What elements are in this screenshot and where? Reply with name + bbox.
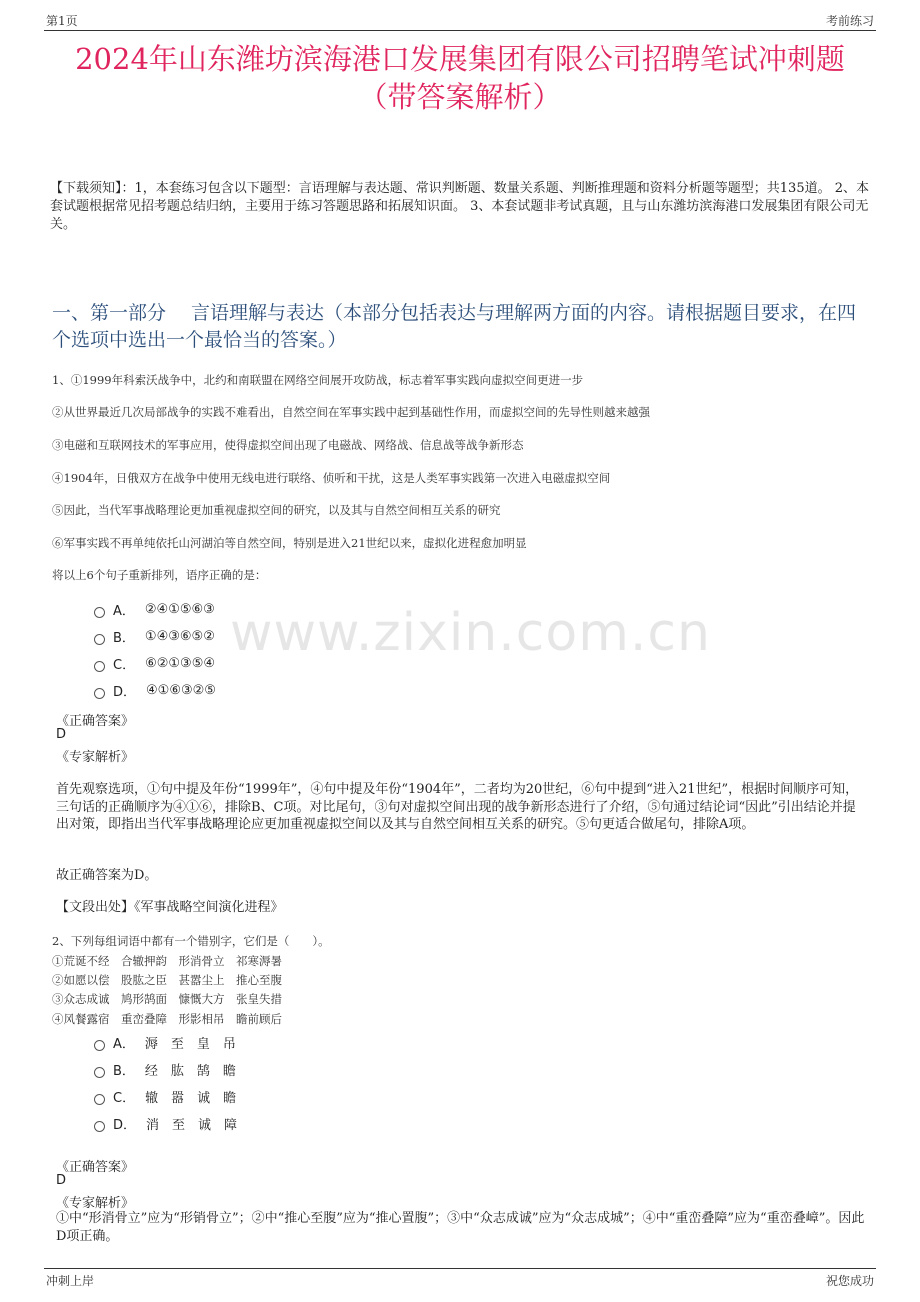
q1-answer-label: 《正确答案》 — [56, 714, 135, 729]
q1-sentence-1: 1、①1999年科索沃战争中，北约和南联盟在网络空间展开攻防战，标志着军事实践向虚拟空间更进一步 — [52, 373, 584, 387]
q2-group-1: ①荒诞不经 合辙押韵 形消骨立 祁寒溽暑 — [52, 954, 282, 968]
radio-icon[interactable] — [94, 607, 105, 618]
q2-option-c[interactable] — [94, 1087, 236, 1106]
header-tag: 考前练习 — [825, 14, 874, 28]
radio-icon[interactable] — [94, 634, 105, 645]
document-title: 2024年山东潍坊滨海港口发展集团有限公司招聘笔试冲刺题（带答案解析） — [75, 42, 845, 114]
option-text: 经 肱 鹄 瞻 — [144, 1064, 236, 1079]
q2-analysis-label: 《专家解析》 — [56, 1196, 135, 1211]
radio-icon[interactable] — [94, 1121, 105, 1132]
q2-stem: 2、下列每组词语中都有一个错别字，它们是（ ）。 — [52, 934, 330, 948]
footer-right: 祝您成功 — [825, 1274, 874, 1288]
option-letter: D． — [113, 685, 137, 700]
option-letter: A． — [113, 604, 135, 619]
q2-option-d[interactable] — [94, 1114, 237, 1133]
q2-group-2: ②如愿以偿 股肱之臣 甚嚣尘上 推心至腹 — [52, 973, 282, 987]
q1-option-a[interactable] — [94, 600, 215, 619]
q1-sentence-6: ⑥军事实践不再单纯依托山河湖泊等自然空间，特别是进入21世纪以来，虚拟化进程愈加明显 — [52, 536, 527, 550]
q1-analysis: 首先观察选项，①句中提及年份“1999年”，④句中提及年份“1904年”，二者均为20世纪，⑥句中提到“进入21世纪”，根据时间顺序可知，三句话的正确顺序为④①⑥，排除B、C项。对比尾句，③句对虚拟空间出现的战争新形态进行了介绍，⑤句通过结论词“因此”引出结论并提出对策，即指出当代军事战略理论应更加重视虚拟空间以及其与自然空间相互关系的研究。⑤句更适合做尾句，排除A项。 — [56, 782, 859, 832]
radio-icon[interactable] — [94, 1067, 105, 1078]
q1-option-d[interactable] — [94, 681, 216, 700]
radio-icon[interactable] — [94, 1040, 105, 1051]
q1-sentence-4: ④1904年，日俄双方在战争中使用无线电进行联络、侦听和干扰，这是人类军事实践第一次进入电磁虚拟空间 — [52, 471, 611, 485]
option-letter: C． — [113, 658, 136, 673]
radio-icon[interactable] — [94, 661, 105, 672]
option-text: 辙 嚣 诚 瞻 — [145, 1091, 237, 1106]
page-number: 第1页 — [46, 14, 78, 28]
radio-icon[interactable] — [94, 688, 105, 699]
q2-answer-label: 《正确答案》 — [56, 1160, 135, 1175]
q2-option-b[interactable] — [94, 1060, 236, 1079]
q2-group-4: ④风餐露宿 重峦叠障 形影相吊 瞻前顾后 — [52, 1012, 282, 1026]
footer-left: 冲刺上岸 — [46, 1274, 95, 1288]
q1-prompt: 将以上6个句子重新排列，语序正确的是： — [52, 568, 267, 582]
footer-divider — [44, 1268, 876, 1269]
option-text: ①④③⑥⑤② — [144, 629, 215, 644]
q2-analysis: ①中“形消骨立”应为“形销骨立”；②中“推心至腹”应为“推心置腹”；③中“众志成诚”应为“众志成城”；④中“重峦叠障”应为“重峦叠嶂”。因此D项正确。 — [56, 1211, 865, 1244]
download-notice: 【下载须知】：1，本套练习包含以下题型：言语理解与表达题、常识判断题、数量关系题、判断推理题和资料分析题等题型；共135道。 2、本套试题根据常见招考题总结归纳，主要用于练习答题思路和拓展知识面。 3、本套试题非考试真题，且与山东潍坊滨海港口发展集团有限公司无关。 — [50, 181, 869, 232]
q1-source: 【文段出处】《军事战略空间演化进程》 — [56, 900, 284, 915]
option-letter: D． — [113, 1118, 137, 1133]
q1-answer: D — [56, 727, 67, 742]
q1-sentence-5: ⑤因此，当代军事战略理论更加重视虚拟空间的研究，以及其与自然空间相互关系的研究 — [52, 503, 501, 517]
option-text: ②④①⑤⑥③ — [144, 602, 215, 617]
q2-answer: D — [56, 1173, 67, 1188]
q2-option-a[interactable] — [94, 1033, 236, 1052]
option-text: 消 至 诚 障 — [146, 1118, 238, 1133]
q2-group-3: ③众志成诚 鸠形鹄面 慷慨大方 张皇失措 — [52, 992, 282, 1006]
option-letter: A． — [113, 1037, 135, 1052]
section-heading: 一、第一部分 言语理解与表达（本部分包括表达与理解两方面的内容。请根据题目要求，在四个选项中选出一个最恰当的答案。） — [52, 302, 857, 351]
radio-icon[interactable] — [94, 1094, 105, 1105]
q1-option-c[interactable] — [94, 654, 215, 673]
option-letter: B． — [113, 1064, 135, 1079]
watermark: www.zixin.com.cn — [230, 603, 711, 663]
header-divider — [44, 30, 876, 31]
q1-analysis-label: 《专家解析》 — [56, 750, 135, 765]
option-letter: C． — [113, 1091, 136, 1106]
q1-sentence-3: ③电磁和互联网技术的军事应用，使得虚拟空间出现了电磁战、网络战、信息战等战争新形态 — [52, 438, 524, 452]
q1-sentence-2: ②从世界最近几次局部战争的实践不难看出，自然空间在军事实践中起到基础性作用，而虚拟空间的先导性则越来越强 — [52, 405, 650, 419]
q1-option-b[interactable] — [94, 627, 215, 646]
q1-conclusion: 故正确答案为D。 — [56, 868, 158, 883]
option-text: ④①⑥③②⑤ — [146, 683, 216, 698]
option-letter: B． — [113, 631, 135, 646]
option-text: 溽 至 皇 吊 — [144, 1037, 236, 1052]
option-text: ⑥②①③⑤④ — [145, 656, 216, 671]
